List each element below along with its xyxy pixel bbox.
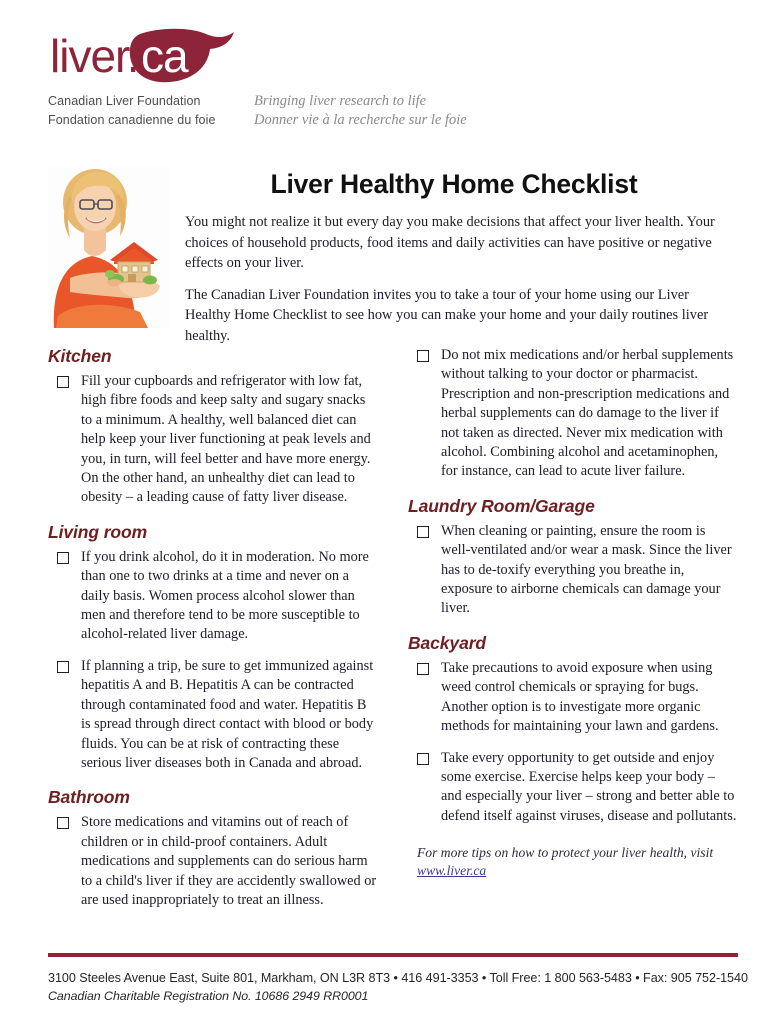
checklist-item[interactable] — [48, 657, 378, 773]
section-heading-kitchen: Kitchen — [48, 346, 112, 366]
checkbox-icon[interactable] — [417, 350, 429, 362]
svg-text:liver.: liver. — [50, 30, 139, 82]
organization-tagline — [254, 92, 467, 130]
document-footer — [48, 969, 748, 1005]
page-title: Liver Healthy Home Checklist — [270, 169, 638, 199]
checklist-right-column — [408, 346, 738, 880]
tagline-en: Bringing liver research to life — [254, 93, 427, 109]
title-and-intro — [185, 168, 723, 357]
checklist-item[interactable] — [408, 346, 738, 482]
checkbox-icon[interactable] — [57, 376, 69, 388]
checkbox-icon[interactable] — [417, 526, 429, 538]
section-heading-backyard: Backyard — [408, 632, 487, 653]
section-bathroom — [48, 787, 378, 910]
footer-address: 3100 Steeles Avenue East, Suite 801, Markham, ON L3R 8T3 • 416 491-3353 • Toll Free: 1 800 563-5483 • Fax: 905 752-1540 — [48, 971, 748, 985]
organization-names — [48, 92, 254, 130]
checklist-item-text: Do not mix medications and/or herbal supplements without talking to your doctor or pharmacist. Prescription and non-prescription medications and herbal supplements can do damage to the liver if not taken as directed. Never mix medication with alcohol. Combining alcohol and acetaminophen, for instance, can lead to acute liver failure. — [441, 347, 734, 480]
svg-text:ca: ca — [141, 30, 188, 82]
org-name-fr: Fondation canadienne du foie — [48, 112, 216, 127]
checklist-item[interactable] — [408, 659, 738, 737]
checklist-item-text: Fill your cupboards and refrigerator with low fat, high fibre foods and keep salty and sugary snacks to a minimum. A healthy, well balanced diet can help keep your liver functioning at peak levels and you, in turn, will feel better and have more energy. On the other hand, an unhealthy diet can lead to obesity – a leading cause of fatty liver disease. — [81, 373, 371, 506]
checklist-item-text: Store medications and vitamins out of reach of children or in child-proof containers. Adult medications and supplements can do serious harm to a child's liver if they are accidently swallowed or are used inappropriately to treat an illness. — [81, 814, 377, 908]
hero-photo — [48, 166, 170, 328]
section-heading-living-room: Living room — [48, 521, 148, 542]
section-living-room — [48, 522, 378, 773]
section-backyard — [408, 633, 738, 826]
checkbox-icon[interactable] — [57, 552, 69, 564]
checkbox-icon[interactable] — [417, 753, 429, 765]
section-heading-laundry-room-garage: Laundry Room/Garage — [408, 495, 595, 516]
checklist-item-text: If you drink alcohol, do it in moderation. No more than one to two drinks at a time and never on a daily basis. Women process alcohol slower than men and therefore tend to be more susceptible to alcohol-related liver damage. — [81, 548, 369, 643]
footer-divider — [48, 953, 738, 957]
checklist-item-text: Take every opportunity to get outside and enjoy some exercise. Exercise helps keep your body – and especially your liver – strong and better able to defend itself against viruses, disease and pollutants. — [441, 749, 737, 824]
section-heading-bathroom: Bathroom — [48, 787, 130, 808]
checkbox-icon[interactable] — [417, 663, 429, 675]
checklist-columns — [48, 346, 738, 946]
liver-ca-link[interactable]: www.liver.ca — [417, 863, 487, 879]
checklist-item-text: Take precautions to avoid exposure when using weed control chemicals or spraying for bugs. Another option is to investigate more organic methods for maintaining your lawn and gardens. — [441, 659, 719, 735]
section-kitchen — [48, 346, 378, 508]
checkbox-icon[interactable] — [57, 817, 69, 829]
checklist-item[interactable] — [408, 522, 738, 619]
document-header — [48, 22, 738, 128]
liver-ca-logo-icon — [48, 22, 248, 90]
logo-row — [48, 22, 738, 90]
checkbox-icon[interactable] — [57, 661, 69, 673]
checklist-item[interactable] — [48, 548, 378, 645]
footer-registration: Canadian Charitable Registration No. 10686 2949 RR0001 — [48, 989, 369, 1003]
closing-note-text: For more tips on how to protect your liver health, visit — [417, 845, 714, 861]
liver-ca-logo — [48, 22, 248, 90]
woman-holding-house-photo-icon — [48, 166, 170, 328]
section-laundry-room-garage — [408, 496, 738, 619]
org-identity-row — [48, 92, 738, 130]
checklist-item[interactable] — [48, 372, 378, 508]
checklist-item-text: If planning a trip, be sure to get immunized against hepatitis A and B. Hepatitis A can be contracted through contaminated food and water. Hepatitis B is spread through direct contact with blood or body fluids. You can be at risk of contracting these serious liver diseases both in Canada and abroad. — [81, 657, 374, 771]
checklist-item[interactable] — [48, 813, 378, 910]
section-medications-continued — [408, 346, 738, 482]
closing-note — [417, 844, 738, 880]
checklist-left-column — [48, 346, 378, 910]
org-name-en: Canadian Liver Foundation — [48, 94, 201, 108]
intro-paragraph-1: You might not realize it but every day you make decisions that affect your liver health. Your choices of household products, food items and daily activities can have positive or negative effects on your liver. — [185, 214, 715, 271]
checklist-item-text: When cleaning or painting, ensure the room is well-ventilated and/or wear a mask. Since the liver has to de-toxify everything you breathe in, exposure to airborne chemicals can damage your liver. — [441, 522, 732, 617]
checklist-item[interactable] — [408, 749, 738, 827]
tagline-fr: Donner vie à la recherche sur le foie — [254, 112, 467, 128]
intro-paragraph-2: The Canadian Liver Foundation invites you to take a tour of your home using our Liver Healthy Home Checklist to see how you can make your home and your daily routines liver healthy. — [185, 286, 709, 344]
